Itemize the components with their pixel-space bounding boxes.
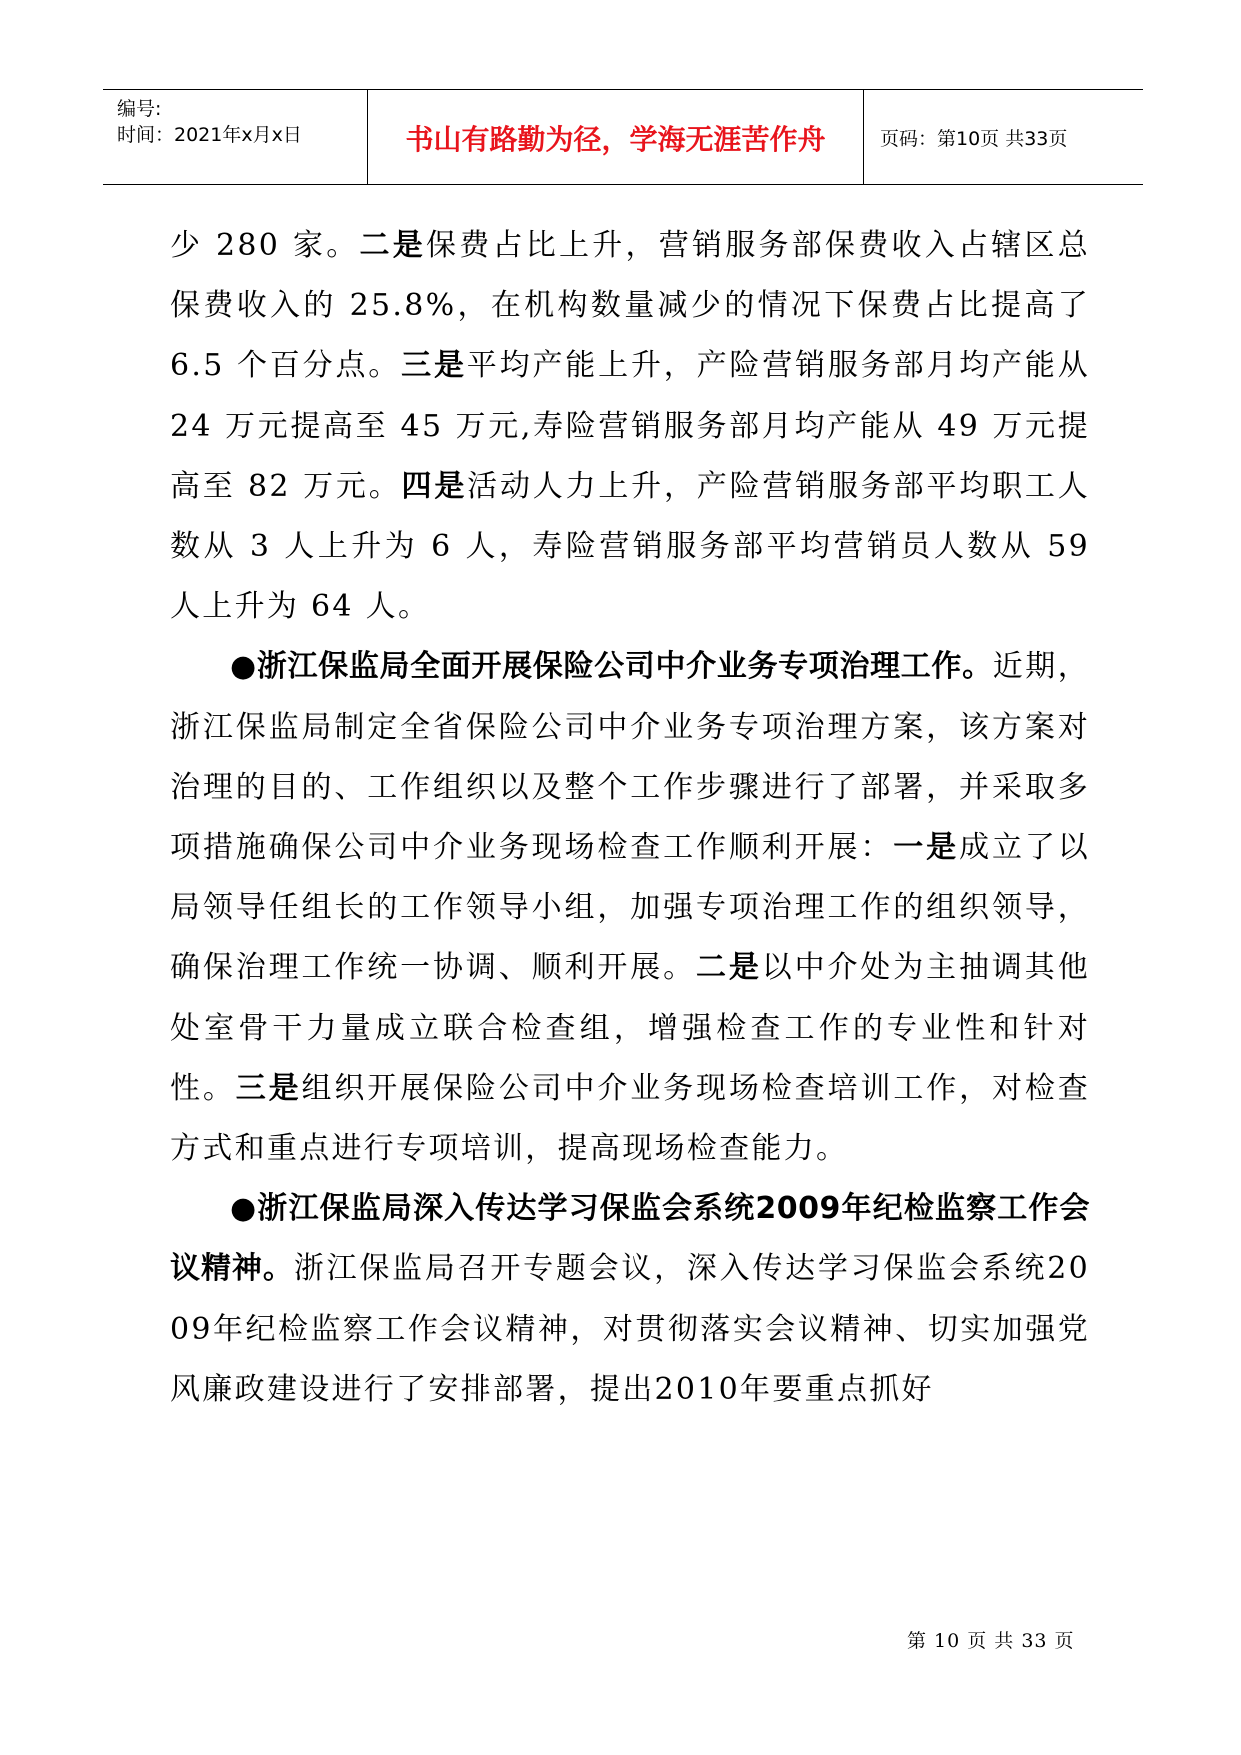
emphasis-text: 三是 xyxy=(401,348,467,384)
header-motto-cell xyxy=(368,90,864,184)
motto-text: 书山有路勤为径，学海无涯苦作舟 xyxy=(405,123,826,156)
news-headline: ●浙江保监局深入传达学习保监会系统2009年纪检监察工作会议精神。 xyxy=(170,1191,1090,1287)
news-headline: ●浙江保监局全面开展保险公司中介业务专项治理工作。 xyxy=(230,649,993,685)
body-text: 活动人力上升，产险营销服务部平均职工人数从 3 人上升为 6 人，寿险营销服务部平均营销员人数从 59 人上升为 64 人。 xyxy=(170,468,1090,625)
body-text: 以中介处为主抽调其他处室骨干力量成立联合检查组，增强检查工作的专业性和针对性。 xyxy=(170,950,1090,1106)
serial-number-label: 编号: xyxy=(117,98,162,120)
emphasis-text: 二是 xyxy=(359,228,426,263)
body-text: 近期，浙江保监局制定全省保险公司中介业务专项治理方案，该方案对治理的目的、工作组织以及整个工作步骤进行了部署，并采取多项措施确保公司中介业务现场检查工作顺利开展： xyxy=(170,649,1090,866)
emphasis-text: 一是 xyxy=(893,830,960,866)
page-code-label: 页码：第10页 共33页 xyxy=(880,128,1068,150)
header-page-cell xyxy=(864,90,1143,184)
time-label: 时间：2021年x月x日 xyxy=(117,124,302,146)
paragraph xyxy=(170,637,1090,1179)
emphasis-text: 二是 xyxy=(696,950,762,986)
body-text: 平均产能上升，产险营销服务部月均产能从 24 万元提高至 45 万元,寿险营销服务部月均产能从 49 万元提高至 82 万元。 xyxy=(170,348,1091,504)
document-body xyxy=(170,216,1090,1420)
body-text: 少 280 家。 xyxy=(170,228,360,263)
emphasis-text: 三是 xyxy=(235,1070,302,1106)
paragraph xyxy=(170,216,1090,637)
body-text: 保费占比上升，营销服务部保费收入占辖区总保费收入的 25.8%，在机构数量减少的情况下保费占比提高了 6.5 个百分点。 xyxy=(170,228,1091,384)
header-info-cell xyxy=(103,90,368,184)
page-footer: 第 10 页 共 33 页 xyxy=(907,1630,1075,1652)
body-text: 浙江保监局召开专题会议，深入传达学习保监会系统2009年纪检监察工作会议精神，对贯彻落实会议精神、切实加强党风廉政建设进行了安排部署，提出2010年要重点抓好 xyxy=(170,1251,1090,1407)
body-text: 组织开展保险公司中介业务现场检查培训工作，对检查方式和重点进行专项培训，提高现场检查能力。 xyxy=(170,1070,1091,1167)
emphasis-text: 四是 xyxy=(401,468,468,504)
document-header xyxy=(103,89,1143,185)
body-text: 成立了以局领导任组长的工作领导小组，加强专项治理工作的组织领导，确保治理工作统一协调、顺利开展。 xyxy=(170,830,1090,986)
paragraph xyxy=(170,1179,1090,1420)
